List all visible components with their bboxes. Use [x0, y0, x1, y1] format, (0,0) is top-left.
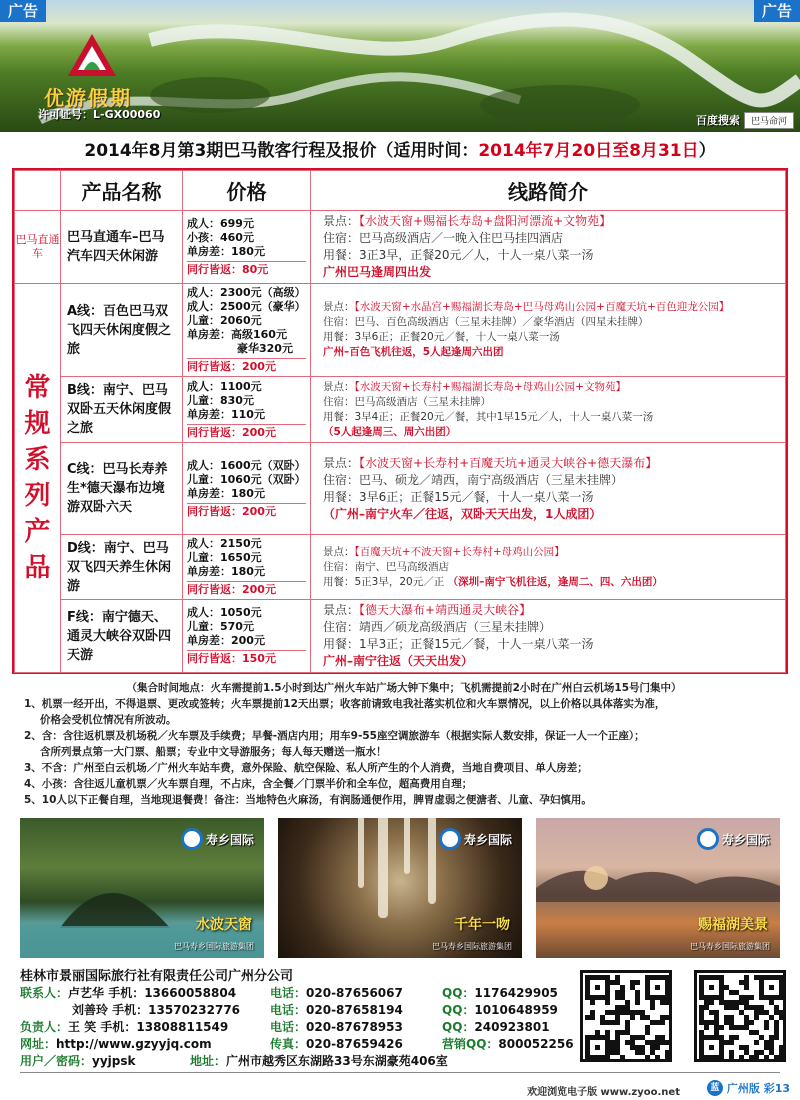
photo-logo-text: 寿乡国际 — [721, 832, 770, 847]
price-line: 成人：2500元（豪华） — [187, 300, 306, 313]
page-title — [0, 136, 800, 161]
brand-logo-icon — [64, 30, 120, 82]
route-stay: 巴马、硕龙／靖西，南宁高级酒店（三星未挂牌） — [359, 472, 624, 487]
price-line: 小孩：460元 — [187, 231, 254, 244]
qr-module — [744, 985, 749, 990]
qr-module — [749, 995, 754, 1000]
qr-module — [620, 1055, 625, 1060]
price-cell — [183, 535, 311, 600]
qr-module — [729, 1040, 734, 1045]
route-cell — [311, 377, 786, 443]
route-cell — [311, 211, 786, 284]
price-line: 成人：1050元 — [187, 606, 262, 619]
qr-module — [595, 985, 600, 990]
contact-label: 电话： — [270, 1003, 307, 1017]
route-note: （深圳–南宁飞机往返，逢周二、四、六出团） — [447, 575, 663, 588]
search-label: 百度搜索 — [695, 114, 740, 127]
qr-module — [719, 1055, 724, 1060]
header-product: 产品名称 — [61, 171, 183, 211]
banner — [0, 0, 800, 132]
price-cell — [183, 284, 311, 377]
contact-row — [20, 1002, 580, 1019]
table-row — [15, 443, 786, 535]
title-suffix: ） — [698, 141, 716, 161]
qr-module — [630, 1015, 635, 1020]
license-number: 许可证号：L-GX00060 — [38, 108, 161, 121]
contact-label: 负责人： — [20, 1020, 69, 1034]
note-item: 含所列景点第一大门票、船票；专业中文导游服务；每人每天赠送一瓶水！ — [40, 746, 387, 758]
qr-module — [645, 1055, 650, 1060]
photo-qiannian-yiwen — [278, 818, 522, 958]
qr-module — [709, 1045, 714, 1050]
price-line: 儿童：2060元 — [187, 314, 262, 327]
contact-value: 广州市越秀区东湖路33号东湖豪苑406室 — [226, 1054, 448, 1068]
photo-caption: 千年一吻 — [454, 917, 510, 933]
route-stay: 靖西／硕龙高级酒店（三星未挂牌） — [359, 620, 552, 634]
product-name: F线：南宁德天、通灵大峡谷双卧四天游 — [61, 600, 183, 673]
notes-section — [24, 680, 784, 808]
route-meal: 3早6正；正餐15元／餐，十人一桌八菜一汤 — [359, 489, 594, 504]
logo-dot-icon — [181, 828, 203, 850]
meal-label: 用餐： — [323, 331, 355, 343]
contact-value: 800052256 — [498, 1037, 574, 1051]
qr-module — [665, 1055, 670, 1060]
photo-credit: 巴马寿乡国际旅游集团 — [174, 942, 254, 951]
contact-value: 1176429905 — [474, 986, 558, 1000]
stalactite-graphic — [378, 818, 388, 918]
spots-label: 景点： — [323, 545, 355, 558]
price-cell — [183, 211, 311, 284]
stay-label: 住宿： — [323, 316, 355, 328]
note-item: 3、不含：广州至白云机场／广州火车站车费，意外保险、航空保险、私人所产生的个人消费，当地自费项目、单人房差； — [24, 762, 588, 774]
spots-label: 景点： — [323, 603, 360, 617]
ad-label-right: 广告 — [754, 0, 800, 22]
price-line: 单房差：200元 — [187, 634, 265, 647]
contact-label: QQ： — [442, 1003, 475, 1017]
qr-module — [719, 1025, 724, 1030]
qr-module — [729, 1055, 734, 1060]
product-name: 巴马直通车–巴马汽车四天休闲游 — [61, 211, 183, 284]
note-item: 4、小孩：含往返儿童机票／火车票自理，不占床，含全餐／门票半价和全车位，超高费用自理； — [24, 778, 473, 790]
route-spots: 【水波天窗+赐福长寿岛+盘阳河漂流+文物苑】 — [359, 214, 612, 228]
side-label-regular: 常规系列产品 — [15, 284, 61, 673]
qr-module — [655, 985, 660, 990]
table-row — [15, 211, 786, 284]
contact-value: 240923801 — [474, 1020, 550, 1034]
stay-label: 住宿： — [323, 620, 360, 634]
contact-value: 020-87656067 — [306, 986, 403, 1000]
route-spots: 【水波天窗+水晶宫+赐福湖长寿岛+巴马母鸡山公园+百魔天坑+百色迎龙公园】 — [354, 301, 730, 313]
contact-label: 传真： — [270, 1037, 307, 1051]
spots-label: 景点： — [323, 455, 360, 470]
qr-module — [734, 1035, 739, 1040]
price-return: 同行皆返：200元 — [187, 581, 306, 597]
qr-module — [590, 1015, 595, 1020]
price-line: 儿童：830元 — [187, 393, 254, 407]
qr-module — [660, 1020, 665, 1025]
qr-module — [665, 1000, 670, 1005]
qr-module — [704, 1025, 709, 1030]
price-line: 成人：2300元（高级） — [187, 286, 306, 299]
photo-strip — [20, 818, 780, 958]
ad-label-left: 广告 — [0, 0, 46, 22]
route-note: （5人起逢周三、周六出团） — [323, 425, 457, 438]
contact-label: 营销QQ： — [442, 1037, 499, 1051]
route-cell — [311, 443, 786, 535]
spots-label: 景点： — [323, 301, 355, 313]
photo-caption: 水波天窗 — [196, 917, 252, 933]
price-return: 同行皆返：200元 — [187, 424, 306, 440]
qr-module — [749, 1020, 754, 1025]
header-route: 线路简介 — [311, 171, 786, 211]
contact-value: 王 笑 手机：13808811549 — [68, 1020, 229, 1034]
table-row — [15, 600, 786, 673]
route-meal: 3早4正；正餐20元／餐，其中1早15元／人，十人一桌八菜一汤 — [354, 410, 654, 423]
qr-module — [635, 1000, 640, 1005]
table-header-row — [15, 171, 786, 211]
contact-value: 020-87658194 — [306, 1003, 403, 1017]
footer — [0, 1080, 800, 1100]
table-row — [15, 284, 786, 377]
qr-code-icon — [580, 970, 672, 1062]
qr-module — [615, 1020, 620, 1025]
route-meal: 5正3早，20元／正 — [354, 575, 445, 588]
qr-module — [709, 1000, 714, 1005]
qr-module — [590, 1000, 595, 1005]
route-note: 广州–百色飞机往返，5人起逢周六出团 — [323, 346, 504, 358]
footer-site: 欢迎浏览电子版 www.zyoo.net — [527, 1087, 680, 1098]
contact-label: QQ： — [442, 986, 475, 1000]
note-item: 价格会受机位情况有所波动。 — [40, 714, 177, 726]
meal-label: 用餐： — [323, 637, 360, 651]
brand-name: 优游假期 — [44, 86, 132, 110]
meal-label: 用餐： — [323, 248, 360, 262]
stay-label: 住宿： — [323, 560, 355, 573]
qr-module — [650, 1005, 655, 1010]
qr-module — [779, 1055, 784, 1060]
contact-row — [20, 985, 580, 1002]
contact-label: 地址： — [190, 1054, 227, 1068]
price-line: 单房差：180元 — [187, 245, 265, 258]
qr-code-icon — [694, 970, 786, 1062]
contact-label: 电话： — [270, 986, 307, 1000]
qr-module — [754, 1040, 759, 1045]
logo-dot-icon — [439, 828, 461, 850]
price-return: 同行皆返：150元 — [187, 650, 306, 666]
route-stay: 巴马高级酒店／一晚入住巴马挂四酒店 — [359, 231, 564, 245]
qr-module — [595, 1045, 600, 1050]
route-meal: 3早6正；正餐20元／餐，十人一桌八菜一汤 — [354, 331, 560, 343]
stalactite-graphic — [404, 818, 410, 874]
note-item: 2、含：含往返机票及机场税／火车票及手续费；早餐-酒店内用；用车9-55座空调旅游车（根据实际人数安排，保证一人一个正座）； — [24, 730, 645, 742]
route-spots: 【水波天窗+长寿村+赐福湖长寿岛+母鸡山公园+文物苑】 — [354, 380, 626, 393]
price-line: 单房差：180元 — [187, 486, 265, 500]
edition-badge-icon: 蓝 — [707, 1080, 723, 1096]
qr-module — [769, 985, 774, 990]
route-note: （广州–南宁火车／往返，双卧天天出发，1人成团） — [323, 506, 602, 521]
contact-row — [20, 1019, 580, 1036]
photo-logo — [697, 828, 770, 850]
contact-label: 用户／密码： — [20, 1054, 93, 1068]
contact-label: 网址： — [20, 1037, 57, 1051]
route-stay: 南宁、巴马高级酒店 — [354, 560, 449, 573]
contact-value: 刘善玲 手机：13570232776 — [72, 1003, 241, 1017]
photo-cifu-lake — [536, 818, 780, 958]
baidu-search-bar — [696, 112, 794, 128]
edition-text: 广州版 彩13 — [726, 1082, 790, 1095]
route-note: 广州巴马逢周四出发 — [323, 265, 432, 279]
product-name: B线：南宁、巴马双卧五天休闲度假之旅 — [61, 377, 183, 443]
stay-label: 住宿： — [323, 231, 360, 245]
photo-credit: 巴马寿乡国际旅游集团 — [690, 942, 770, 951]
route-stay: 巴马、百色高级酒店（三星未挂牌）／豪华酒店（四星未挂牌） — [354, 316, 649, 328]
qr-module — [779, 995, 784, 1000]
stay-label: 住宿： — [323, 395, 355, 408]
price-line: 成人：1100元 — [187, 379, 262, 393]
price-line: 成人：699元 — [187, 217, 254, 230]
spots-label: 景点： — [323, 214, 360, 228]
meal-label: 用餐： — [323, 410, 355, 423]
qr-module — [665, 1015, 670, 1020]
search-term: 巴马命河 — [744, 112, 794, 129]
price-return: 同行皆返：80元 — [187, 261, 306, 277]
stalactite-graphic — [358, 818, 364, 888]
company-name: 桂林市景丽国际旅行社有限责任公司广州分公司 — [20, 969, 294, 984]
qr-module — [605, 1000, 610, 1005]
photo-logo-text: 寿乡国际 — [205, 832, 254, 847]
qr-module — [754, 1055, 759, 1060]
photo-logo-text: 寿乡国际 — [463, 832, 512, 847]
route-meal: 1早3正；正餐15元／餐，十人一桌八菜一汤 — [359, 637, 594, 651]
price-line: 豪华320元 — [237, 342, 293, 355]
contact-value: 卢艺华 手机：13660058804 — [68, 986, 237, 1000]
qr-module — [764, 1055, 769, 1060]
qr-module — [635, 980, 640, 985]
route-spots: 【德天大瀑布+靖西通灵大峡谷】 — [359, 603, 532, 617]
qr-module — [764, 1025, 769, 1030]
contact-row — [20, 1053, 580, 1070]
contact-row — [20, 1036, 580, 1053]
photo-logo — [181, 828, 254, 850]
meal-label: 用餐： — [323, 575, 355, 588]
stalactite-graphic — [428, 818, 436, 904]
footer-divider — [20, 1072, 780, 1073]
route-meal: 3正3早，正餐20元／人，十人一桌八菜一汤 — [359, 248, 594, 262]
contact-value: 020-87678953 — [306, 1020, 403, 1034]
route-spots: 【百魔天坑+不波天窗+长寿村+母鸡山公园】 — [354, 545, 565, 558]
side-label-direct: 巴马直通车 — [15, 211, 61, 284]
price-line: 成人：1600元（双卧） — [187, 458, 306, 472]
price-cell — [183, 600, 311, 673]
contact-value: 020-87659426 — [306, 1037, 403, 1051]
footer-edition — [707, 1080, 790, 1096]
qr-module — [645, 1030, 650, 1035]
price-cell — [183, 377, 311, 443]
route-note: 广州–南宁往返（天天出发） — [323, 654, 474, 668]
product-name: D线：南宁、巴马双飞四天养生休闲游 — [61, 535, 183, 600]
qr-module — [665, 1040, 670, 1045]
qr-module — [655, 1055, 660, 1060]
contact-value: yyjpsk — [92, 1054, 136, 1068]
qr-module — [779, 1015, 784, 1020]
product-name: A线：百色巴马双飞四天休闲度假之旅 — [61, 284, 183, 377]
price-line: 成人：2150元 — [187, 537, 262, 550]
title-dates: 2014年7月20日至8月31日 — [478, 141, 699, 161]
note-item: 5、10人以下正餐自理，当地现退餐费！备注：当地特色火麻汤，有润肠通便作用，脾胃虚弱之便溏者、儿童、孕妇慎用。 — [24, 794, 592, 806]
photo-credit: 巴马寿乡国际旅游集团 — [432, 942, 512, 951]
assembly-note: （集合时间地点：火车需提前1.5小时到达广州火车站广场大钟下集中；飞机需提前2小时在广州白云机场15号门集中） — [126, 682, 682, 694]
route-cell — [311, 600, 786, 673]
price-cell — [183, 443, 311, 535]
contact-label: 联系人： — [20, 986, 69, 1000]
price-line: 儿童：1650元 — [187, 551, 262, 564]
price-line: 儿童：1060元（双卧） — [187, 472, 306, 486]
photo-caption: 赐福湖美景 — [698, 917, 768, 933]
note-item: 1、机票一经开出，不得退票、更改或签转；火车票提前12天出票；收客前请致电我社落实机位和火车票情况，以上价格以具体落实为准， — [24, 698, 666, 710]
contact-label: 电话： — [270, 1020, 307, 1034]
contact-label: QQ： — [442, 1020, 475, 1034]
route-cell — [311, 284, 786, 377]
price-return: 同行皆返：200元 — [187, 358, 306, 374]
qr-module — [605, 1055, 610, 1060]
route-stay: 巴马高级酒店（三星未挂牌） — [354, 395, 491, 408]
logo-dot-icon — [697, 828, 719, 850]
route-spots: 【水波天窗+长寿村+百魔天坑+通灵大峡谷+德天瀑布】 — [359, 455, 658, 470]
meal-label: 用餐： — [323, 489, 360, 504]
header-spacer — [15, 171, 61, 211]
price-return: 同行皆返：200元 — [187, 503, 306, 519]
photo-shuibo-tianchuang — [20, 818, 264, 958]
website-link[interactable]: http://www.gzyyjq.com — [56, 1037, 212, 1051]
qr-module — [754, 1015, 759, 1020]
header-price: 价格 — [183, 171, 311, 211]
table-row — [15, 535, 786, 600]
qr-module — [709, 985, 714, 990]
title-prefix: 2014年8月第3期巴马散客行程及报价（适用时间： — [84, 141, 479, 161]
route-cell — [311, 535, 786, 600]
table-row — [15, 377, 786, 443]
spots-label: 景点： — [323, 380, 355, 393]
contact-block — [20, 968, 580, 1070]
stay-label: 住宿： — [323, 472, 360, 487]
price-line: 单房差：高级160元 — [187, 328, 287, 341]
photo-logo — [439, 828, 512, 850]
price-line: 儿童：570元 — [187, 620, 254, 633]
itinerary-table — [12, 168, 788, 674]
qr-module — [739, 1055, 744, 1060]
contact-value: 1010648959 — [474, 1003, 558, 1017]
qr-module — [655, 1045, 660, 1050]
qr-module — [774, 1035, 779, 1040]
price-line: 单房差：180元 — [187, 565, 265, 578]
product-name: C线：巴马长寿养生*德天瀑布边境游双卧六天 — [61, 443, 183, 535]
price-line: 单房差：110元 — [187, 407, 265, 421]
